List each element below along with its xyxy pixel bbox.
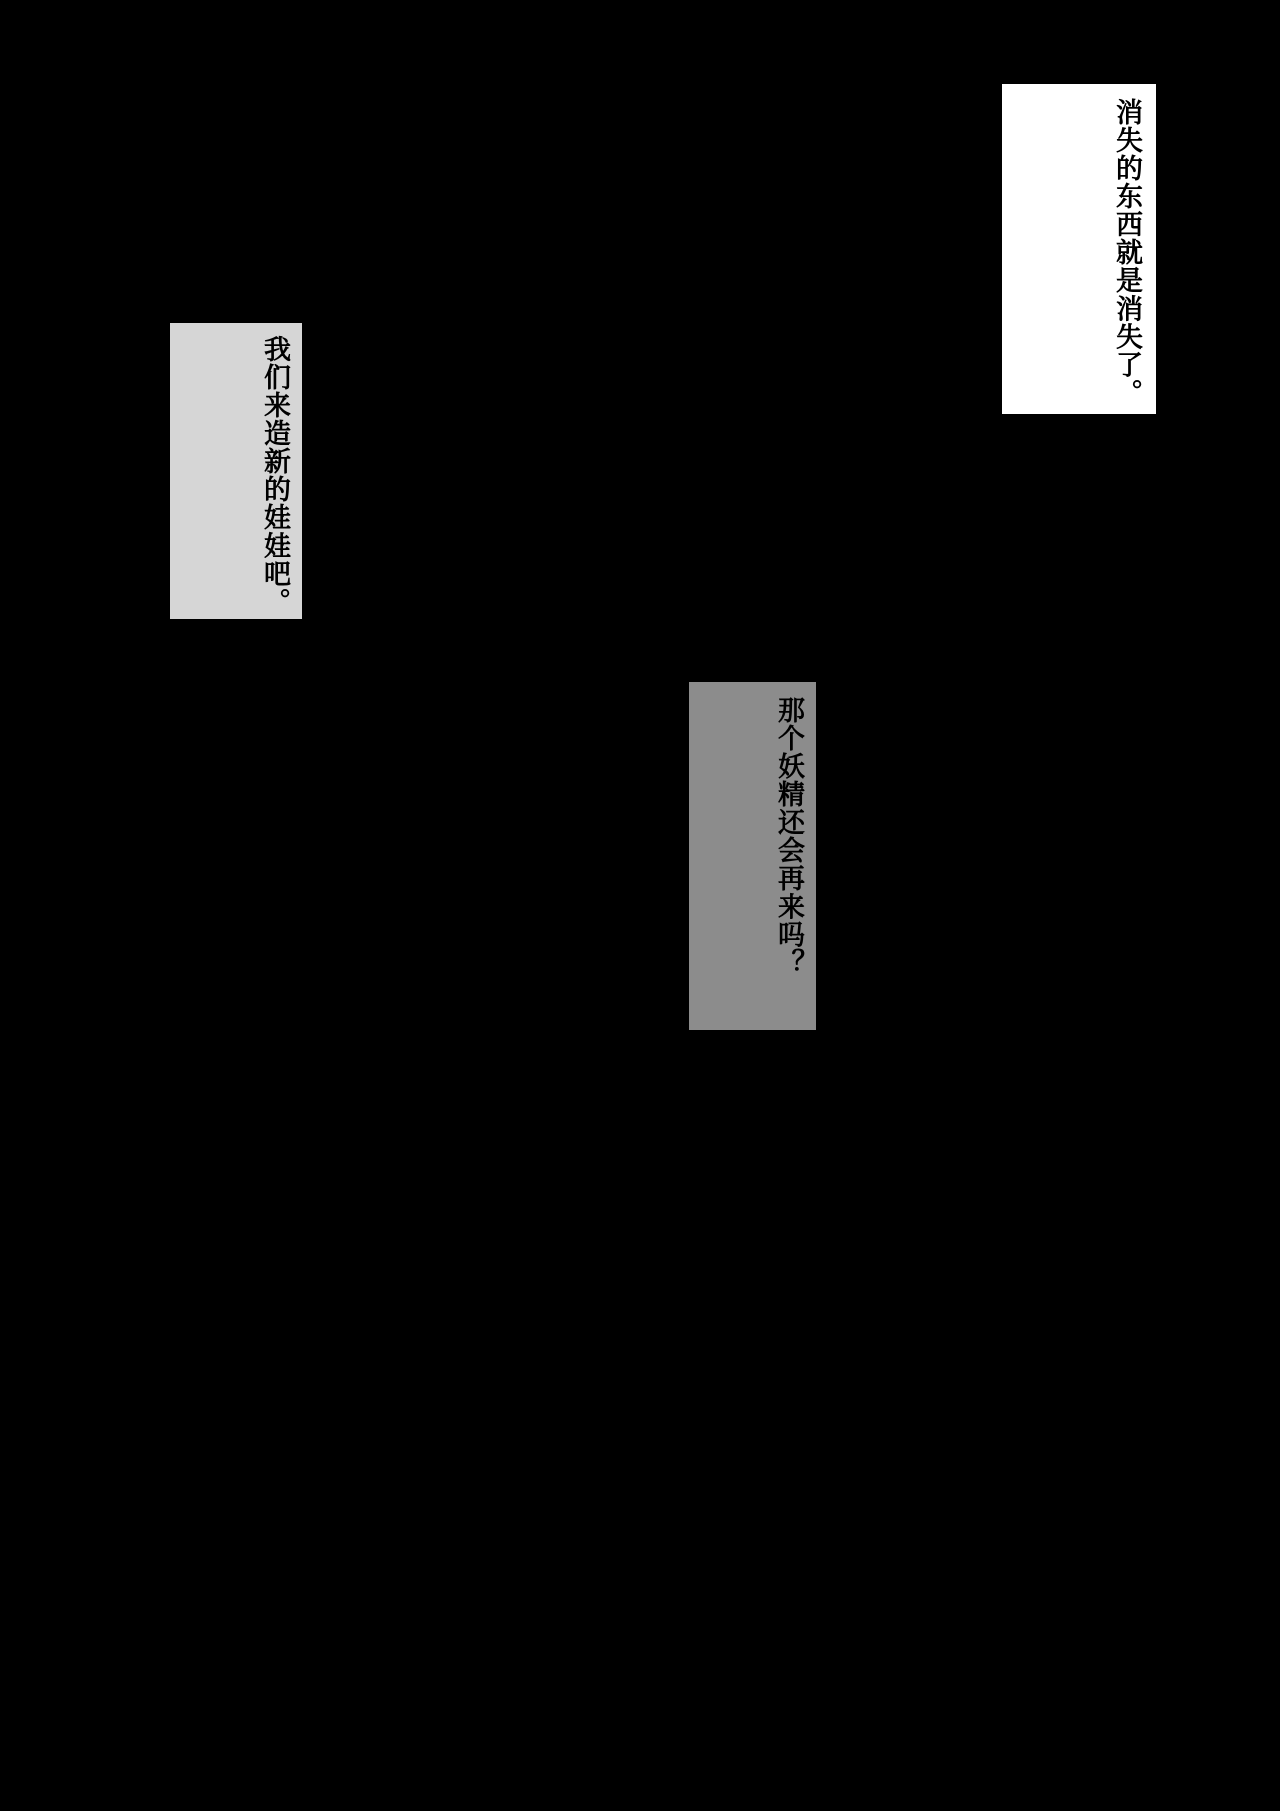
dialogue-text: 那个妖精还会再来吗？ [773, 696, 804, 977]
dialogue-text: 消失的东西就是消失了。 [1111, 98, 1142, 407]
dialogue-box-will-fairy-return [689, 682, 816, 1030]
dialogue-text: 我们来造新的娃娃吧。 [259, 335, 290, 616]
dialogue-box-disappeared [1002, 84, 1156, 414]
dialogue-box-new-doll [170, 323, 302, 619]
